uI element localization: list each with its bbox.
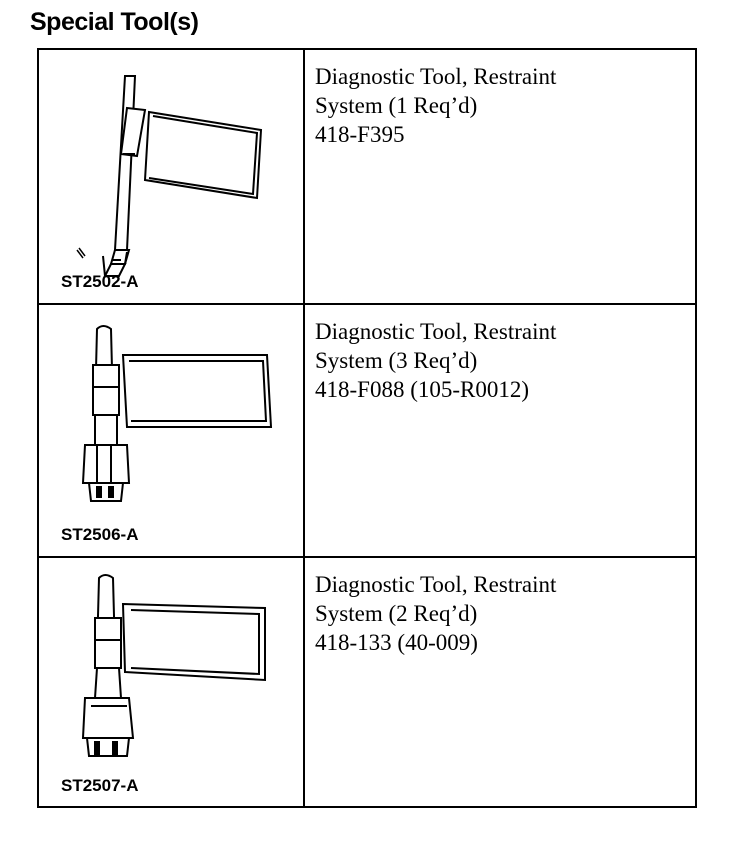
- tool-name-line2: System (3 Req’d): [315, 348, 478, 373]
- special-tools-table: [37, 48, 697, 808]
- tool-part-number: 418-F088 (105-R0012): [315, 377, 530, 402]
- tool-name-line2: System (1 Req’d): [315, 93, 478, 118]
- tool-code: ST2506-A: [61, 525, 139, 544]
- tool-part-number: 418-133 (40-009): [315, 630, 478, 655]
- tool-code: ST2507-A: [61, 776, 139, 795]
- tool-illustration-cell: [39, 558, 303, 806]
- tool-illustration-cell: [39, 50, 303, 303]
- page-title: Special Tool(s): [30, 8, 199, 36]
- column-divider: [303, 558, 305, 806]
- tool-description: [315, 317, 685, 404]
- diagnostic-tool-illustration: [39, 558, 303, 806]
- tool-illustration-cell: [39, 305, 303, 556]
- column-divider: [303, 305, 305, 556]
- tool-name-line1: Diagnostic Tool, Restraint: [315, 319, 557, 344]
- diagnostic-tool-illustration: [39, 50, 303, 305]
- diagnostic-tool-illustration: [39, 305, 303, 558]
- tool-name-line2: System (2 Req’d): [315, 601, 478, 626]
- tool-description: [315, 62, 685, 149]
- tool-name-line1: Diagnostic Tool, Restraint: [315, 572, 557, 597]
- tool-name-line1: Diagnostic Tool, Restraint: [315, 64, 557, 89]
- tool-part-number: 418-F395: [315, 122, 405, 147]
- tool-row: [39, 558, 695, 806]
- column-divider: [303, 50, 305, 303]
- tool-row: [39, 305, 695, 558]
- tool-code: ST2502-A: [61, 272, 139, 291]
- tool-row: [39, 50, 695, 305]
- tool-description: [315, 570, 685, 657]
